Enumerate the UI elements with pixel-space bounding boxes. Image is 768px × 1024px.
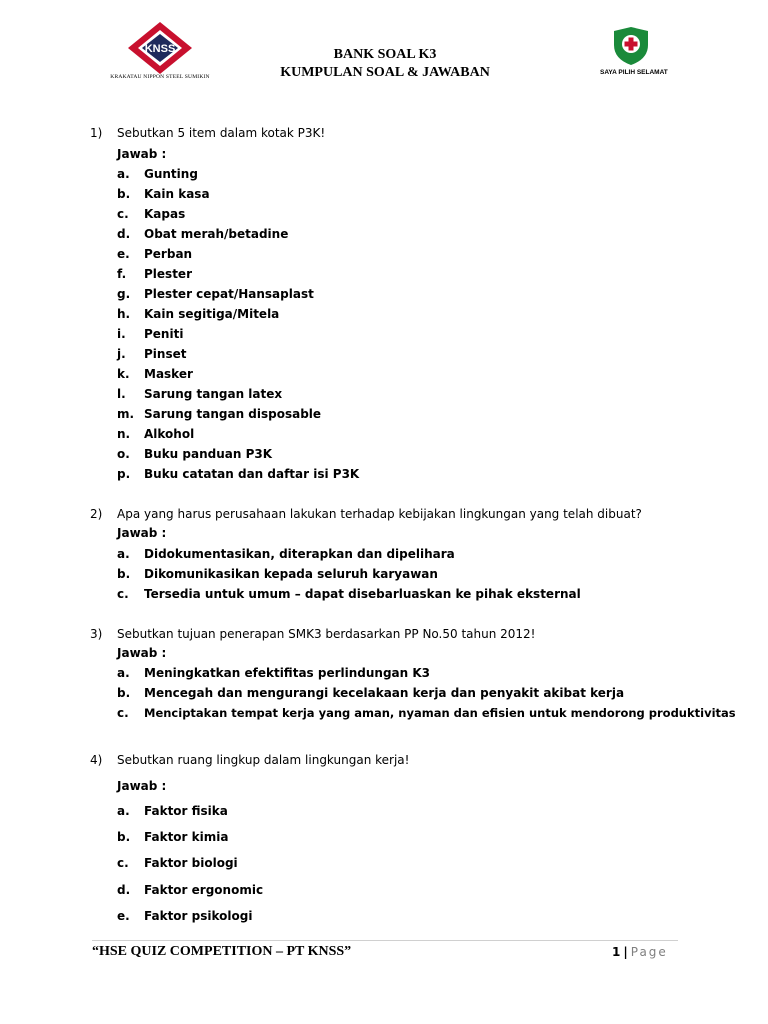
question-text: Sebutkan 5 item dalam kotak P3K! — [117, 126, 326, 140]
answer-letter: c. — [117, 706, 129, 720]
question-text: Sebutkan tujuan penerapan SMK3 berdasarkan PP No.50 tahun 2012! — [117, 627, 536, 641]
knss-diamond-icon — [100, 20, 220, 74]
answer-text: Didokumentasikan, diterapkan dan dipelihara — [144, 547, 455, 561]
question-number: 1) — [90, 126, 103, 140]
question-number: 4) — [90, 753, 103, 767]
answer-letter: m. — [117, 407, 135, 421]
jawab-label: Jawab : — [117, 526, 167, 540]
jawab-label: Jawab : — [117, 779, 167, 793]
safety-shield-icon — [600, 25, 662, 67]
answer-text: Menciptakan tempat kerja yang aman, nyaman dan efisien untuk mendorong produktivitas — [144, 706, 736, 720]
answer-letter: c. — [117, 856, 129, 870]
page-separator: | — [623, 945, 628, 959]
answer-text: Gunting — [144, 167, 198, 181]
answer-text: Faktor psikologi — [144, 909, 253, 923]
answer-text: Sarung tangan latex — [144, 387, 283, 401]
answer-letter: e. — [117, 247, 130, 261]
title-line-2: KUMPULAN SOAL & JAWABAN — [280, 65, 490, 80]
answer-text: Mencegah dan mengurangi kecelakaan kerja dan penyakit akibat kerja — [144, 686, 625, 700]
answer-letter: n. — [117, 427, 131, 441]
answer-letter: p. — [117, 467, 131, 481]
answer-letter: j. — [117, 347, 126, 361]
answer-letter: b. — [117, 830, 131, 844]
jawab-label: Jawab : — [117, 646, 167, 660]
answer-letter: d. — [117, 883, 131, 897]
page-number: 1 — [612, 945, 621, 959]
answer-text: Plester — [144, 267, 192, 281]
answer-text: Faktor ergonomic — [144, 883, 264, 897]
answer-letter: a. — [117, 804, 130, 818]
answer-text: Masker — [144, 367, 193, 381]
answer-text: Kain segitiga/Mitela — [144, 307, 280, 321]
answer-letter: l. — [117, 387, 126, 401]
answer-letter: o. — [117, 447, 130, 461]
answer-text: Sarung tangan disposable — [144, 407, 322, 421]
answer-text: Pinset — [144, 347, 187, 361]
answer-letter: f. — [117, 267, 127, 281]
safety-logo — [600, 25, 668, 85]
footer-divider — [92, 940, 678, 941]
footer-title: “HSE QUIZ COMPETITION – PT KNSS” — [92, 944, 352, 959]
page-indicator — [612, 945, 668, 959]
question-text: Apa yang harus perusahaan lakukan terhadap kebijakan lingkungan yang telah dibuat? — [117, 507, 642, 521]
answer-letter: d. — [117, 227, 131, 241]
answer-letter: a. — [117, 167, 130, 181]
knss-logo-text: KNSS — [144, 43, 176, 55]
answer-letter: i. — [117, 327, 126, 341]
answer-letter: a. — [117, 666, 130, 680]
answer-text: Peniti — [144, 327, 184, 341]
answer-letter: c. — [117, 207, 129, 221]
answer-text: Obat merah/betadine — [144, 227, 289, 241]
title-line-1: BANK SOAL K3 — [333, 47, 437, 62]
knss-logo — [100, 20, 220, 84]
answer-text: Buku catatan dan daftar isi P3K — [144, 467, 360, 481]
safety-caption: SAYA PILIH SELAMAT — [600, 69, 668, 76]
answer-letter: b. — [117, 686, 131, 700]
answer-letter: g. — [117, 287, 131, 301]
page-word: Page — [630, 945, 668, 959]
answer-letter: h. — [117, 307, 131, 321]
answer-text: Alkohol — [144, 427, 195, 441]
answer-letter: c. — [117, 587, 129, 601]
answer-text: Perban — [144, 247, 193, 261]
question-text: Sebutkan ruang lingkup dalam lingkungan kerja! — [117, 753, 410, 767]
knss-caption: KRAKATAU NIPPON STEEL SUMIKIN — [110, 74, 210, 80]
document-header — [0, 0, 768, 110]
question-number: 2) — [90, 507, 103, 521]
answer-letter: k. — [117, 367, 130, 381]
question-number: 3) — [90, 627, 103, 641]
answer-text: Kapas — [144, 207, 186, 221]
answer-text: Faktor fisika — [144, 804, 228, 818]
answer-letter: a. — [117, 547, 130, 561]
document-title — [230, 46, 540, 82]
answer-text: Buku panduan P3K — [144, 447, 273, 461]
answer-letter: e. — [117, 909, 130, 923]
answer-text: Meningkatkan efektifitas perlindungan K3 — [144, 666, 431, 680]
answer-text: Faktor kimia — [144, 830, 229, 844]
answer-letter: b. — [117, 567, 131, 581]
answer-text: Tersedia untuk umum – dapat disebarluaskan ke pihak eksternal — [144, 587, 581, 601]
answer-text: Kain kasa — [144, 187, 210, 201]
answer-letter: b. — [117, 187, 131, 201]
answer-text: Faktor biologi — [144, 856, 238, 870]
answer-text: Plester cepat/Hansaplast — [144, 287, 314, 301]
answer-text: Dikomunikasikan kepada seluruh karyawan — [144, 567, 438, 581]
jawab-label: Jawab : — [117, 147, 167, 161]
